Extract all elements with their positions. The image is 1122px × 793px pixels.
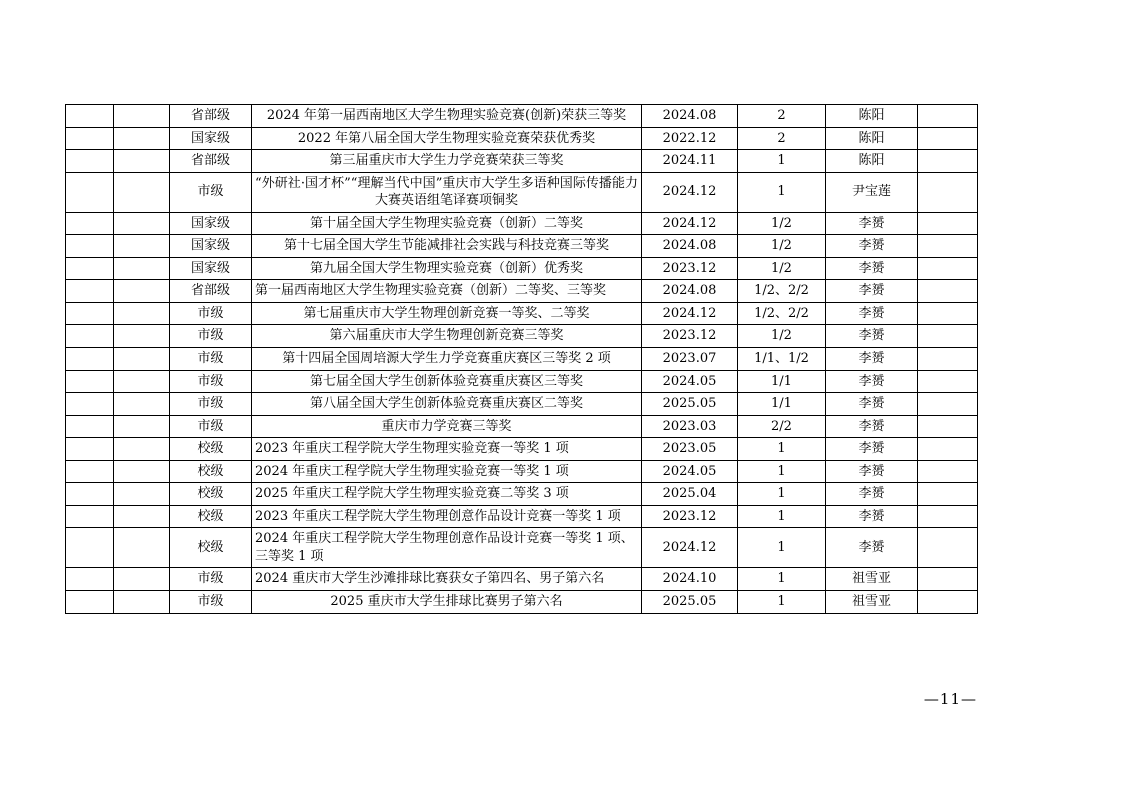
row-col-merged-b <box>114 172 170 212</box>
row-col-merged-last <box>918 370 978 393</box>
award-level: 省部级 <box>170 150 252 173</box>
row-col-merged-last <box>918 172 978 212</box>
row-col-merged-b <box>114 302 170 325</box>
award-date: 2025.04 <box>642 483 738 506</box>
row-col-merged-a <box>66 393 114 416</box>
award-level: 市级 <box>170 591 252 614</box>
award-date: 2023.12 <box>642 325 738 348</box>
row-col-merged-a <box>66 370 114 393</box>
award-person: 李赟 <box>826 415 918 438</box>
award-name: 2025 重庆市大学生排球比赛男子第六名 <box>252 591 642 614</box>
award-name: 第八届全国大学生创新体验竞赛重庆赛区二等奖 <box>252 393 642 416</box>
award-person: 李赟 <box>826 235 918 258</box>
table-row <box>66 415 978 438</box>
row-col-merged-a <box>66 415 114 438</box>
row-col-merged-last <box>918 127 978 150</box>
row-col-merged-last <box>918 150 978 173</box>
award-rank: 1/2 <box>738 325 826 348</box>
row-col-merged-last <box>918 257 978 280</box>
award-rank: 2 <box>738 105 826 128</box>
award-rank: 1 <box>738 591 826 614</box>
award-person: 陈阳 <box>826 127 918 150</box>
award-person: 李赟 <box>826 505 918 528</box>
award-level: 校级 <box>170 438 252 461</box>
row-col-merged-b <box>114 528 170 568</box>
award-name: 第一届西南地区大学生物理实验竞赛（创新）二等奖、三等奖 <box>252 280 642 303</box>
award-rank: 1 <box>738 438 826 461</box>
award-date: 2023.05 <box>642 438 738 461</box>
award-person: 李赟 <box>826 257 918 280</box>
award-level: 校级 <box>170 505 252 528</box>
award-level: 国家级 <box>170 212 252 235</box>
row-col-merged-last <box>918 591 978 614</box>
award-name: 第十四届全国周培源大学生力学竞赛重庆赛区三等奖 2 项 <box>252 348 642 371</box>
award-person: 尹宝莲 <box>826 172 918 212</box>
award-level: 省部级 <box>170 280 252 303</box>
table-row <box>66 505 978 528</box>
award-name: 第九届全国大学生物理实验竞赛（创新）优秀奖 <box>252 257 642 280</box>
award-date: 2022.12 <box>642 127 738 150</box>
row-col-merged-a <box>66 348 114 371</box>
row-col-merged-b <box>114 438 170 461</box>
award-date: 2024.12 <box>642 528 738 568</box>
award-table <box>65 104 978 614</box>
row-col-merged-b <box>114 325 170 348</box>
row-col-merged-b <box>114 483 170 506</box>
award-date: 2024.12 <box>642 172 738 212</box>
award-name: 第七届全国大学生创新体验竞赛重庆赛区三等奖 <box>252 370 642 393</box>
award-rank: 1 <box>738 460 826 483</box>
award-person: 李赟 <box>826 325 918 348</box>
award-level: 市级 <box>170 415 252 438</box>
award-name: 2023 年重庆工程学院大学生物理创意作品设计竞赛一等奖 1 项 <box>252 505 642 528</box>
award-date: 2024.05 <box>642 370 738 393</box>
award-date: 2023.12 <box>642 505 738 528</box>
award-name: 2025 年重庆工程学院大学生物理实验竞赛二等奖 3 项 <box>252 483 642 506</box>
award-name: “外研社·国才杯”“理解当代中国”重庆市大学生多语种国际传播能力大赛英语组笔译赛项铜奖 <box>252 172 642 212</box>
row-col-merged-b <box>114 280 170 303</box>
row-col-merged-b <box>114 591 170 614</box>
row-col-merged-a <box>66 528 114 568</box>
table-row <box>66 212 978 235</box>
row-col-merged-a <box>66 483 114 506</box>
award-person: 李赟 <box>826 460 918 483</box>
award-person: 李赟 <box>826 370 918 393</box>
award-name: 第十七届全国大学生节能减排社会实践与科技竞赛三等奖 <box>252 235 642 258</box>
row-col-merged-last <box>918 415 978 438</box>
table-row <box>66 393 978 416</box>
table-row <box>66 127 978 150</box>
row-col-merged-a <box>66 212 114 235</box>
award-rank: 1/2 <box>738 257 826 280</box>
table-row <box>66 257 978 280</box>
award-person: 李赟 <box>826 212 918 235</box>
award-rank: 1/1 <box>738 370 826 393</box>
award-rank: 1/1、1/2 <box>738 348 826 371</box>
row-col-merged-a <box>66 460 114 483</box>
award-level: 校级 <box>170 528 252 568</box>
table-row <box>66 591 978 614</box>
award-name: 2024 重庆市大学生沙滩排球比赛获女子第四名、男子第六名 <box>252 568 642 591</box>
row-col-merged-a <box>66 127 114 150</box>
award-rank: 1 <box>738 150 826 173</box>
row-col-merged-a <box>66 105 114 128</box>
award-person: 李赟 <box>826 280 918 303</box>
award-level: 市级 <box>170 172 252 212</box>
table-row <box>66 348 978 371</box>
award-level: 市级 <box>170 568 252 591</box>
row-col-merged-last <box>918 105 978 128</box>
row-col-merged-last <box>918 528 978 568</box>
award-rank: 1/2 <box>738 235 826 258</box>
award-date: 2025.05 <box>642 591 738 614</box>
award-date: 2024.10 <box>642 568 738 591</box>
table-row <box>66 302 978 325</box>
row-col-merged-last <box>918 483 978 506</box>
row-col-merged-a <box>66 172 114 212</box>
table-row <box>66 172 978 212</box>
award-person: 祖雪亚 <box>826 591 918 614</box>
table-row <box>66 438 978 461</box>
award-level: 市级 <box>170 302 252 325</box>
row-col-merged-b <box>114 257 170 280</box>
award-level: 市级 <box>170 393 252 416</box>
row-col-merged-last <box>918 393 978 416</box>
award-name: 2024 年重庆工程学院大学生物理创意作品设计竞赛一等奖 1 项、三等奖 1 项 <box>252 528 642 568</box>
row-col-merged-last <box>918 280 978 303</box>
award-person: 李赟 <box>826 528 918 568</box>
row-col-merged-b <box>114 212 170 235</box>
award-person: 李赟 <box>826 302 918 325</box>
row-col-merged-a <box>66 302 114 325</box>
award-date: 2023.07 <box>642 348 738 371</box>
row-col-merged-b <box>114 415 170 438</box>
award-rank: 1 <box>738 172 826 212</box>
award-person: 陈阳 <box>826 150 918 173</box>
row-col-merged-last <box>918 348 978 371</box>
table-row <box>66 568 978 591</box>
row-col-merged-b <box>114 105 170 128</box>
award-level: 市级 <box>170 370 252 393</box>
award-date: 2023.12 <box>642 257 738 280</box>
row-col-merged-b <box>114 235 170 258</box>
row-col-merged-last <box>918 235 978 258</box>
award-rank: 1 <box>738 568 826 591</box>
award-rank: 1/2 <box>738 212 826 235</box>
row-col-merged-b <box>114 127 170 150</box>
row-col-merged-b <box>114 460 170 483</box>
award-name: 2024 年第一届西南地区大学生物理实验竞赛(创新)荣获三等奖 <box>252 105 642 128</box>
award-date: 2023.03 <box>642 415 738 438</box>
row-col-merged-a <box>66 568 114 591</box>
award-level: 国家级 <box>170 235 252 258</box>
award-date: 2025.05 <box>642 393 738 416</box>
award-name: 第七届重庆市大学生物理创新竞赛一等奖、二等奖 <box>252 302 642 325</box>
award-name: 2024 年重庆工程学院大学生物理实验竞赛一等奖 1 项 <box>252 460 642 483</box>
award-name: 2022 年第八届全国大学生物理实验竞赛荣获优秀奖 <box>252 127 642 150</box>
award-person: 陈阳 <box>826 105 918 128</box>
table-row <box>66 528 978 568</box>
row-col-merged-last <box>918 438 978 461</box>
award-table-body <box>66 105 978 614</box>
row-col-merged-b <box>114 370 170 393</box>
award-rank: 1/2、2/2 <box>738 280 826 303</box>
table-row <box>66 325 978 348</box>
table-row <box>66 150 978 173</box>
row-col-merged-a <box>66 257 114 280</box>
award-name: 重庆市力学竞赛三等奖 <box>252 415 642 438</box>
row-col-merged-last <box>918 212 978 235</box>
award-date: 2024.11 <box>642 150 738 173</box>
award-person: 祖雪亚 <box>826 568 918 591</box>
row-col-merged-a <box>66 280 114 303</box>
award-level: 国家级 <box>170 127 252 150</box>
table-row <box>66 460 978 483</box>
award-name: 2023 年重庆工程学院大学生物理实验竞赛一等奖 1 项 <box>252 438 642 461</box>
award-level: 市级 <box>170 348 252 371</box>
row-col-merged-last <box>918 302 978 325</box>
award-date: 2024.12 <box>642 302 738 325</box>
row-col-merged-b <box>114 348 170 371</box>
row-col-merged-a <box>66 235 114 258</box>
row-col-merged-a <box>66 591 114 614</box>
award-person: 李赟 <box>826 438 918 461</box>
row-col-merged-last <box>918 505 978 528</box>
award-person: 李赟 <box>826 348 918 371</box>
award-rank: 1/1 <box>738 393 826 416</box>
row-col-merged-b <box>114 568 170 591</box>
award-level: 校级 <box>170 460 252 483</box>
row-col-merged-a <box>66 325 114 348</box>
row-col-merged-a <box>66 505 114 528</box>
award-date: 2024.12 <box>642 212 738 235</box>
row-col-merged-last <box>918 568 978 591</box>
row-col-merged-a <box>66 150 114 173</box>
award-level: 国家级 <box>170 257 252 280</box>
award-name: 第六届重庆市大学生物理创新竞赛三等奖 <box>252 325 642 348</box>
award-date: 2024.08 <box>642 235 738 258</box>
row-col-merged-b <box>114 505 170 528</box>
award-level: 市级 <box>170 325 252 348</box>
award-date: 2024.08 <box>642 105 738 128</box>
row-col-merged-last <box>918 460 978 483</box>
table-row <box>66 483 978 506</box>
award-level: 省部级 <box>170 105 252 128</box>
award-rank: 2 <box>738 127 826 150</box>
row-col-merged-b <box>114 393 170 416</box>
award-person: 李赟 <box>826 393 918 416</box>
award-date: 2024.05 <box>642 460 738 483</box>
table-row <box>66 235 978 258</box>
award-name: 第三届重庆市大学生力学竞赛荣获三等奖 <box>252 150 642 173</box>
award-name: 第十届全国大学生物理实验竞赛（创新）二等奖 <box>252 212 642 235</box>
table-row <box>66 280 978 303</box>
row-col-merged-a <box>66 438 114 461</box>
page-number: —11— <box>923 690 977 708</box>
award-rank: 2/2 <box>738 415 826 438</box>
award-rank: 1/2、2/2 <box>738 302 826 325</box>
row-col-merged-last <box>918 325 978 348</box>
award-rank: 1 <box>738 483 826 506</box>
award-rank: 1 <box>738 528 826 568</box>
table-row <box>66 105 978 128</box>
row-col-merged-b <box>114 150 170 173</box>
table-row <box>66 370 978 393</box>
award-rank: 1 <box>738 505 826 528</box>
award-date: 2024.08 <box>642 280 738 303</box>
award-person: 李赟 <box>826 483 918 506</box>
award-level: 校级 <box>170 483 252 506</box>
